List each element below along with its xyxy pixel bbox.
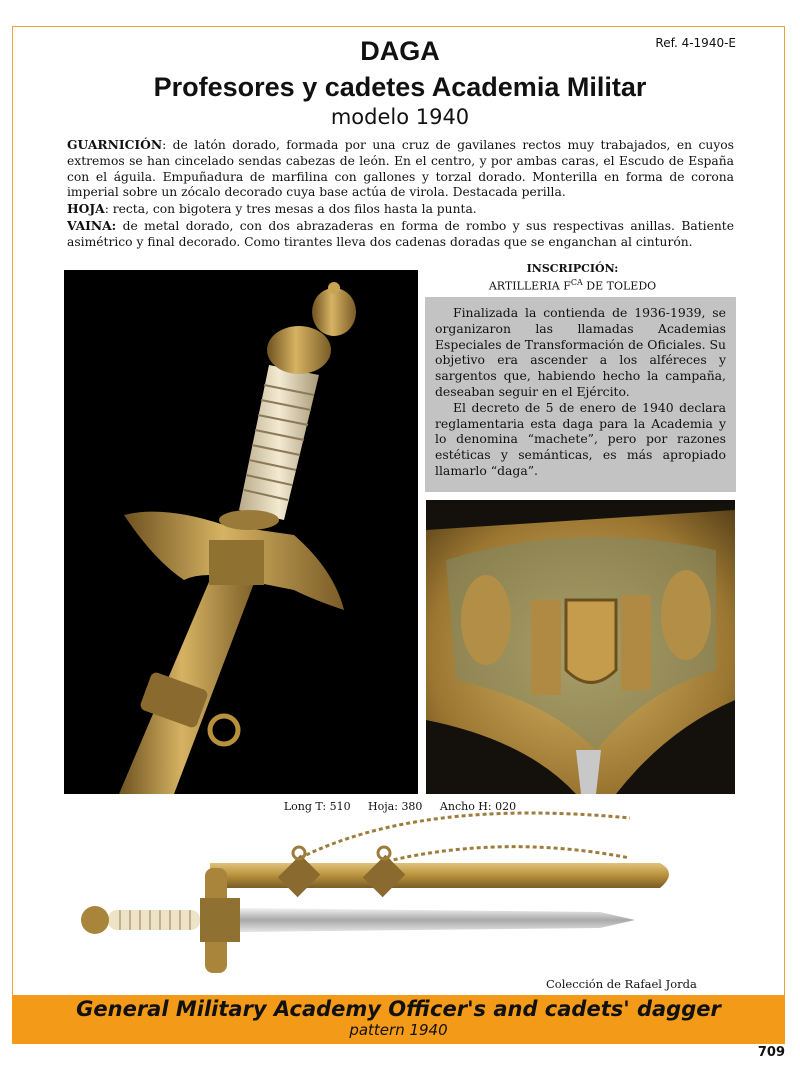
title-main: DAGA (360, 36, 440, 66)
guarnicion-label: GUARNICIÓN (67, 137, 163, 152)
inscription (440, 262, 705, 294)
history-paragraph-2: El decreto de 5 de enero de 1940 declara reglamentaria esta daga para la Academia y lo denomina “machete”, pero por razones estéticas y semánticas, es más apropiado llamarlo “daga”. (435, 399, 726, 478)
guarnicion-text: : de latón dorado, formada por una cruz de gavilanes rectos muy trabajados, en cuyos extremos se han cincelado sendas cabezas de león. En el centro, y por ambas caras, el Escudo de España con el águila. Empuñadura de marfilina con gallones y torzal dorado. Monterilla en forma de corona imperial sobre un zócalo decorado cuya base actúa de virola. Destacada perilla. (67, 138, 734, 200)
reference-code: Ref. 4-1940-E (655, 36, 736, 50)
full-dagger-photo (70, 808, 710, 983)
hilt-photo (64, 270, 418, 794)
title-subtitle: Profesores y cadetes Academia Militar (153, 72, 647, 102)
hoja-label: HOJA (67, 201, 105, 217)
description-text (67, 137, 734, 251)
history-paragraph-1: Finalizada la contienda de 1936-1939, se organizaron las llamadas Academias Especiales de Transformación de Oficiales. Su objetivo era ascender a los alféreces y sargentos que, habiendo hecho la campaña, deseaban seguir en el Ejército. (435, 305, 726, 399)
crossguard-detail-photo (426, 500, 735, 794)
history-box (425, 297, 736, 492)
english-title: General Military Academy Officer's and cadets' dagger (76, 997, 721, 1021)
english-banner (12, 995, 785, 1044)
dimensions: Long T: 510 Hoja: 380 Ancho H: 020 (283, 800, 517, 813)
inscription-label: INSCRIPCIÓN: (526, 262, 619, 275)
inscription-text-b: DE TOLEDO (582, 279, 657, 293)
title-model: modelo 1940 (330, 105, 470, 129)
english-subtitle: pattern 1940 (349, 1021, 448, 1039)
collection-credit: Colección de Rafael Jorda (546, 977, 697, 991)
inscription-text-a: ARTILLERIA F (488, 279, 571, 293)
inscription-text-sup: CA (570, 278, 583, 287)
hoja-text: : recta, con bigotera y tres mesas a dos filos hasta la punta. (104, 202, 477, 217)
vaina-label: VAINA: (67, 217, 117, 233)
vaina-text: de metal dorado, con dos abrazaderas en forma de rombo y sus respectivas anillas. Batiente asimétrico y final decorado. Como tirantes lleva dos cadenas doradas que se enganchan al cinturón. (67, 218, 734, 249)
page-number: 709 (757, 1045, 785, 1060)
